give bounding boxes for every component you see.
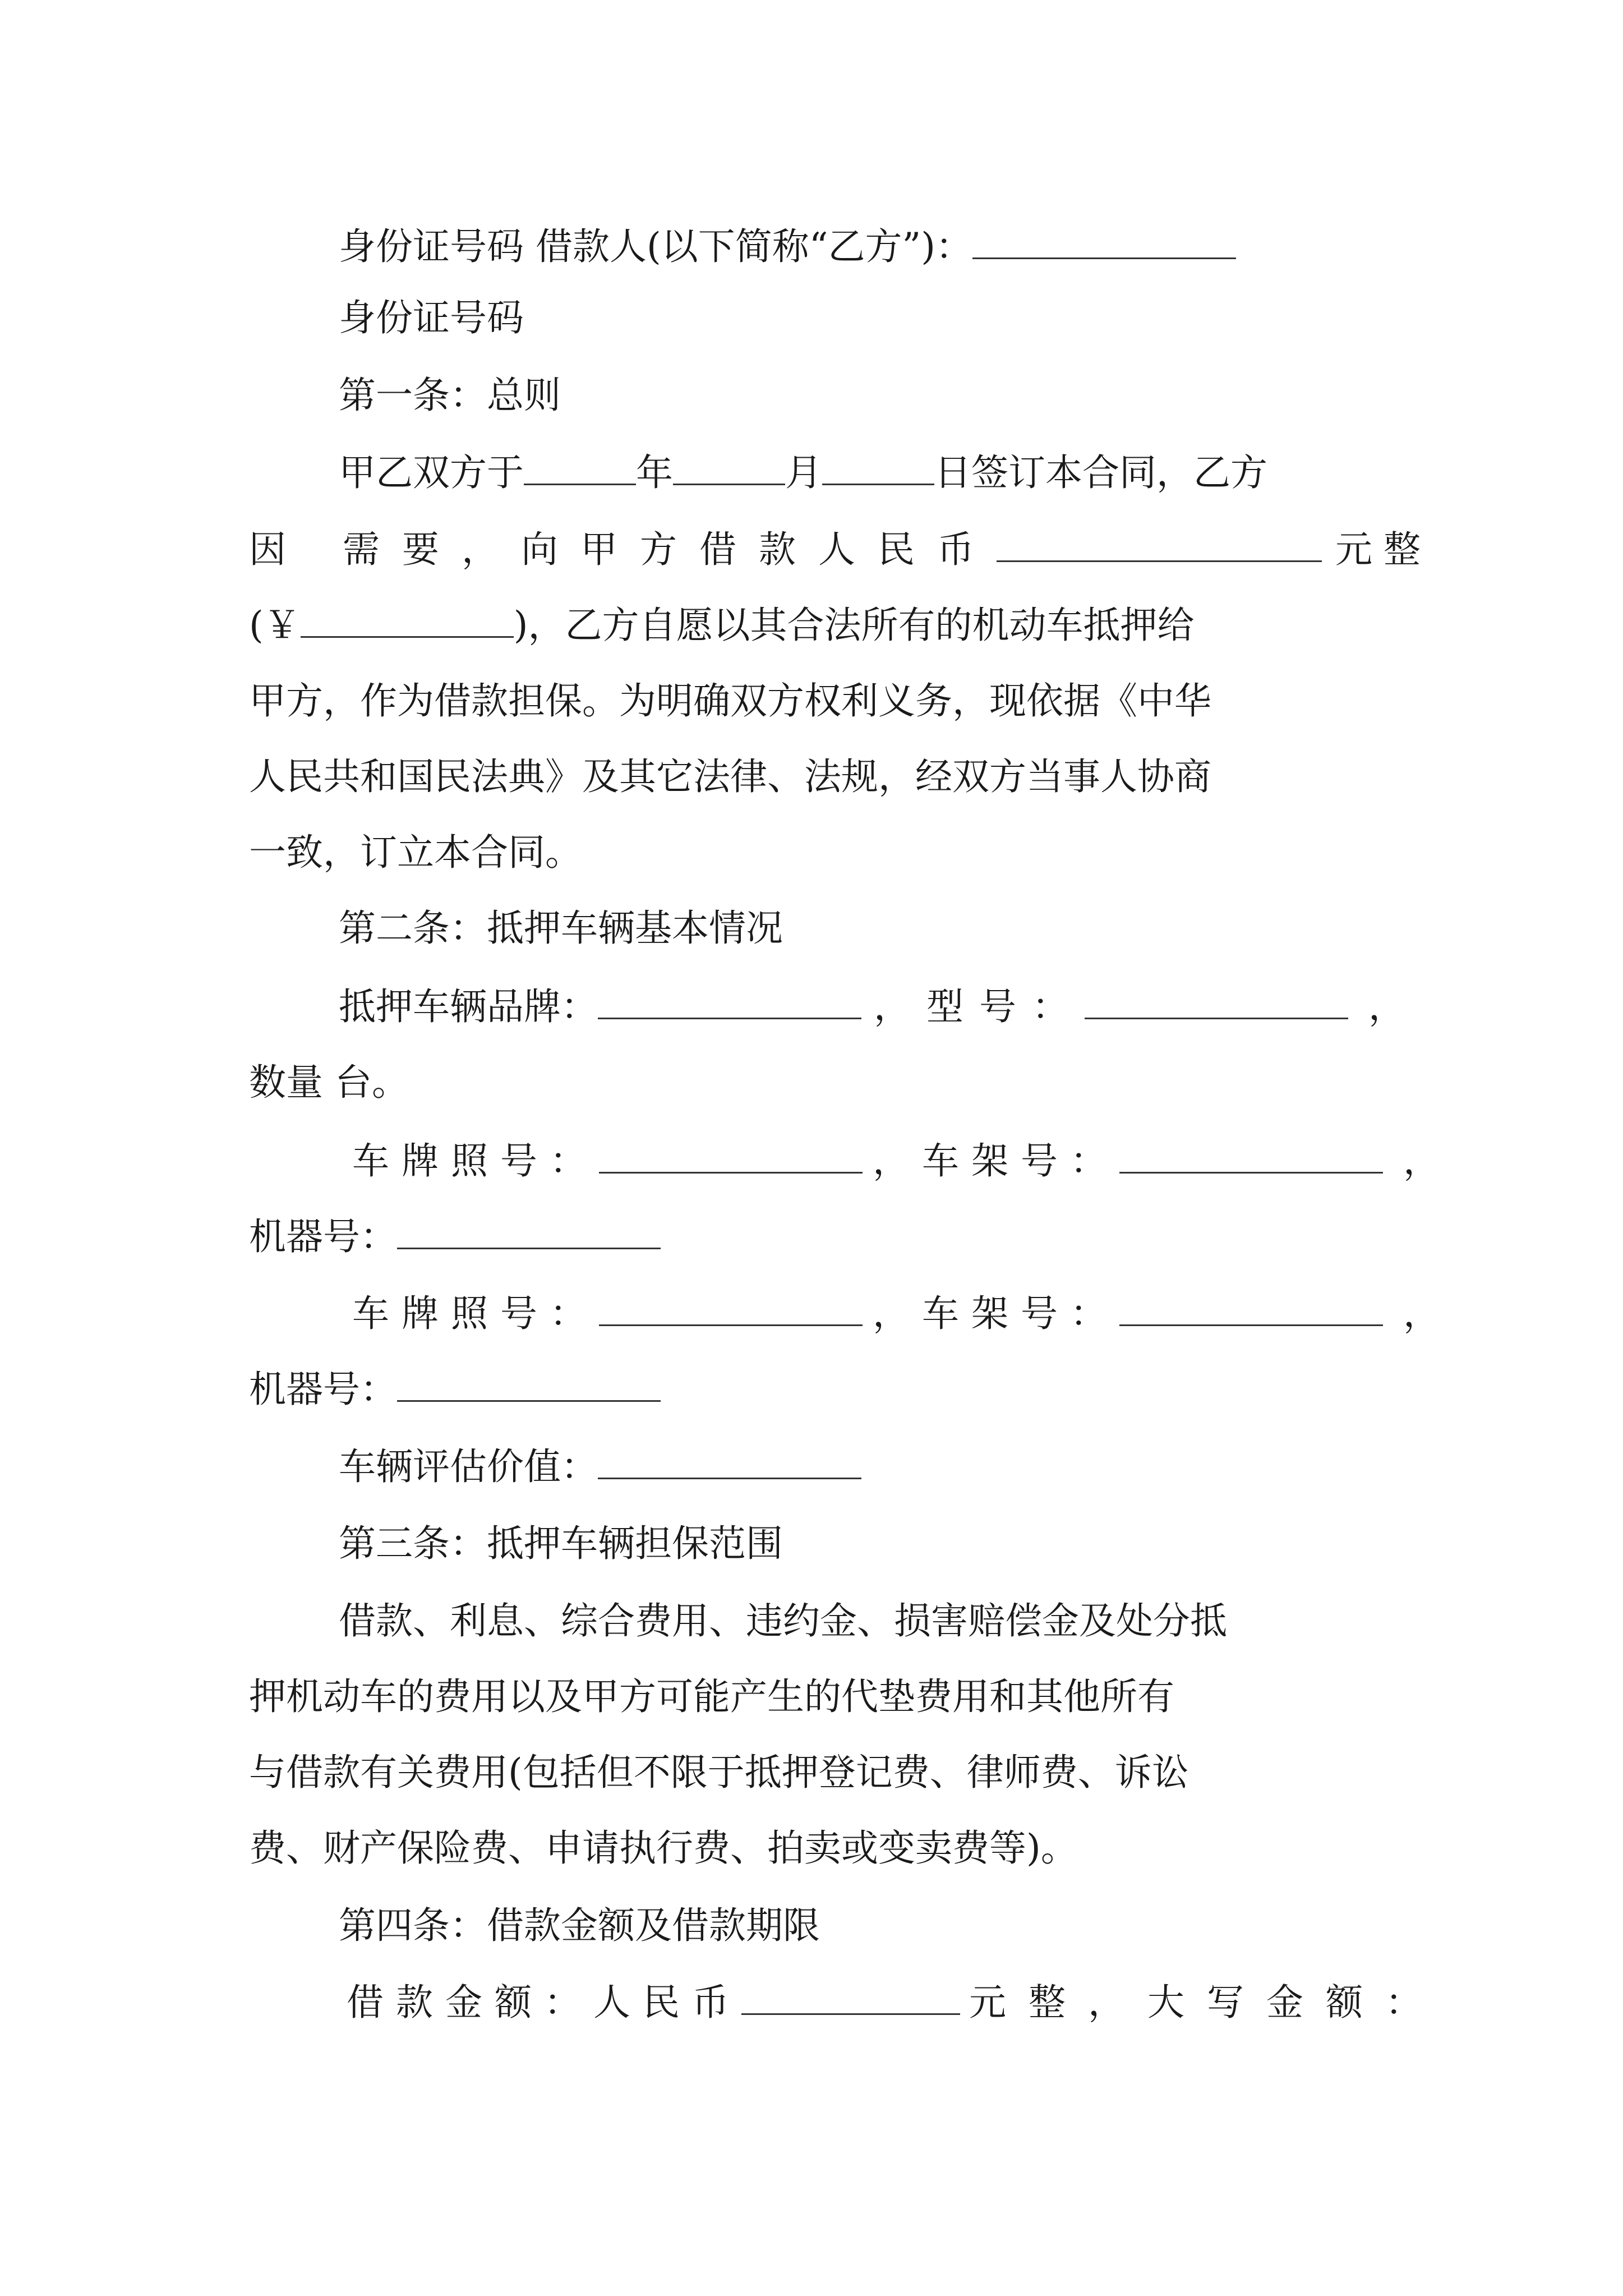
text-fragment: ，: [1403, 1292, 1440, 1335]
vehicle-brand-line: [339, 976, 1405, 1038]
paragraph-line: [249, 822, 1399, 884]
article-1-title: 第一条：总则: [339, 374, 561, 417]
loan-amount-blank[interactable]: [997, 528, 1322, 562]
text-fragment: 借款、利息、综合费用、违约金、损害赔偿金及处分抵: [339, 1599, 1227, 1642]
plate-line: [352, 1283, 1440, 1345]
paragraph-line: [339, 442, 1399, 504]
article-2-title: 第二条：抵押车辆基本情况: [339, 907, 783, 950]
engine-number-line: [249, 1206, 1399, 1268]
plate-line: [352, 1130, 1440, 1192]
text-fragment: 年: [636, 451, 673, 494]
year-blank[interactable]: [524, 451, 636, 485]
text-fragment: 因 需要，向甲方借款人民币: [249, 528, 997, 571]
brand-blank[interactable]: [598, 985, 861, 1019]
day-blank[interactable]: [822, 451, 934, 485]
engine-number-line: [249, 1359, 1399, 1420]
text-fragment: 车牌照号：: [352, 1292, 599, 1335]
paragraph-line: [249, 1666, 1399, 1728]
month-blank[interactable]: [673, 451, 785, 485]
text-fragment: 抵押车辆品牌：: [339, 985, 598, 1028]
borrower-line: [339, 216, 1399, 278]
text-fragment: 费、财产保险费、申请执行费、拍卖或变卖费等)。: [249, 1826, 1078, 1870]
text-fragment: ，: [1403, 1139, 1440, 1182]
text-fragment: 人民共和国民法典》及其它法律、法规，经双方当事人协商: [249, 755, 1211, 798]
text-fragment: 甲方，作为借款担保。为明确双方权利义务，现依据《中华: [249, 679, 1211, 723]
text-fragment: 元整，大写金额：: [969, 1981, 1445, 2024]
text-fragment: 一致，订立本合同。: [249, 831, 582, 874]
id-number-line: [339, 287, 1399, 349]
model-blank[interactable]: [1085, 985, 1348, 1019]
text-fragment: ，车架号：: [873, 1292, 1119, 1335]
borrower-label: 身份证号码 借款人(以下简称“乙方”)：: [339, 225, 972, 268]
plate-number-blank[interactable]: [599, 1292, 863, 1326]
text-fragment: 数量 台。: [249, 1061, 409, 1104]
text-fragment: ，型号：: [874, 985, 1085, 1028]
article-2-heading: [339, 898, 1399, 959]
paragraph-line: [339, 1590, 1399, 1652]
borrower-blank[interactable]: [972, 225, 1236, 259]
id-number-label: 身份证号码: [339, 296, 524, 339]
paragraph-line: [249, 1742, 1399, 1803]
frame-number-blank[interactable]: [1119, 1292, 1383, 1326]
article-3-title: 第三条：抵押车辆担保范围: [339, 1522, 783, 1565]
valuation-line: [339, 1436, 1399, 1498]
text-fragment: 日签订本合同，乙方: [934, 451, 1267, 494]
text-fragment: )，乙方自愿以其合法所有的机动车抵押给: [513, 604, 1195, 647]
paragraph-line: [249, 519, 1432, 581]
loan-amount-blank[interactable]: [741, 1981, 960, 2015]
paragraph-line: [249, 670, 1399, 732]
article-4-title: 第四条：借款金额及借款期限: [339, 1904, 820, 1947]
paragraph-line: [249, 1818, 1399, 1879]
frame-number-blank[interactable]: [1119, 1139, 1383, 1174]
article-4-heading: [339, 1895, 1399, 1957]
loan-amount-figure-blank[interactable]: [301, 604, 514, 638]
text-fragment: 机器号：: [249, 1215, 397, 1258]
paragraph-line: [249, 595, 1399, 656]
article-3-heading: [339, 1513, 1399, 1575]
text-fragment: 借款金额：人民币: [347, 1981, 741, 2024]
text-fragment: 车辆评估价值：: [339, 1445, 598, 1488]
engine-number-blank[interactable]: [397, 1368, 661, 1402]
text-fragment: ，: [1368, 985, 1405, 1028]
text-fragment: 月: [785, 451, 822, 494]
article-1-heading: [339, 365, 1399, 426]
text-fragment: ，车架号：: [873, 1139, 1119, 1182]
paragraph-line: [249, 746, 1399, 808]
valuation-blank[interactable]: [598, 1445, 861, 1479]
loan-amount-line: [347, 1972, 1445, 2033]
text-fragment: 与借款有关费用(包括但不限于抵押登记费、律师费、诉讼: [249, 1751, 1189, 1794]
text-fragment: 元整: [1335, 528, 1432, 571]
plate-number-blank[interactable]: [599, 1139, 863, 1174]
text-fragment: (￥: [249, 604, 301, 647]
text-fragment: 甲乙双方于: [339, 451, 524, 494]
text-fragment: 押机动车的费用以及甲方可能产生的代垫费用和其他所有: [249, 1675, 1174, 1718]
text-fragment: 车牌照号：: [352, 1139, 599, 1182]
quantity-line: [249, 1052, 1399, 1114]
text-fragment: 机器号：: [249, 1368, 397, 1411]
engine-number-blank[interactable]: [397, 1215, 661, 1249]
